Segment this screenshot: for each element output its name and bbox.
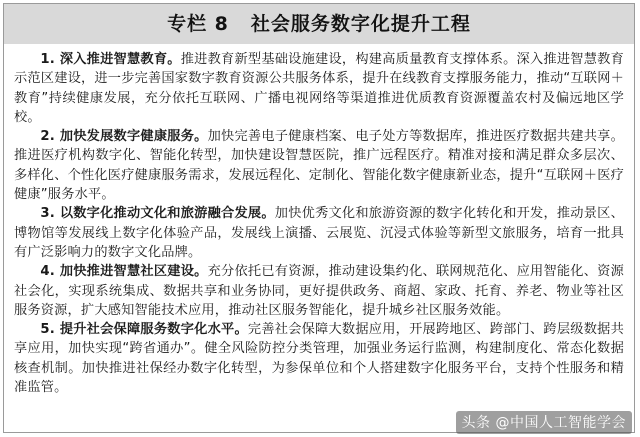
column-header <box>4 4 634 44</box>
paragraph-5 <box>14 320 624 397</box>
paragraph-4 <box>14 262 624 320</box>
paragraph-2-lead: 2. 加快发展数字健康服务。 <box>40 129 208 145</box>
paragraph-1-lead: 1. 深入推进智慧教育。 <box>40 52 181 67</box>
paragraph-2 <box>14 127 624 204</box>
column-box <box>3 3 635 433</box>
column-content <box>4 44 634 397</box>
paragraph-1-body: 推进教育新型基础设施建设，构建高质量教育支撑体系。深入推进智慧教育示范区建设，进一步完善国家数字教育资源公共服务体系，提升在线教育支撑服务能力，推动“互联网＋教育”持续健康发展，充分依托互联网、广播电视网络等渠道推进优质教育资源覆盖农村及偏远地区学校。 <box>14 52 624 125</box>
column-number: 专栏 8 <box>167 13 229 35</box>
paragraph-2-body: 加快完善电子健康档案、电子处方等数据库，推进医疗数据共建共享。推进医疗机构数字化、智能化转型，加快建设智慧医院，推广远程医疗。精准对接和满足群众多层次、多样化、个性化医疗健康服务需求，发展远程化、定制化、智能化数字健康新业态，提升“互联网＋医疗健康”服务水平。 <box>14 129 624 203</box>
column-title: 社会服务数字化提升工程 <box>250 13 471 35</box>
paragraph-4-body: 充分依托已有资源，推动建设集约化、联网规范化、应用智能化、资源社会化，实现系统集成、数据共享和业务协同，更好提供政务、商超、家政、托育、养老、物业等社区服务资源，扩大感知智能技术应用，推动社区服务智能化，提升城乡社区服务效能。 <box>14 264 624 318</box>
source-watermark: 头条 @中国人工智能学会 <box>456 411 632 434</box>
paragraph-3 <box>14 204 624 262</box>
paragraph-3-body: 加快优秀文化和旅游资源的数字化转化和开发，推动景区、博物馆等发展线上数字化体验产品，发展线上演播、云展览、沉浸式体验等新型文旅服务，培育一批具有广泛影响力的数字文化品牌。 <box>14 206 625 260</box>
paragraph-4-lead: 4. 加快推进智慧社区建设。 <box>40 264 208 280</box>
paragraph-5-lead: 5. 提升社会保障服务数字化水平。 <box>40 322 248 338</box>
paragraph-1 <box>14 50 624 127</box>
paragraph-5-body: 完善社会保障大数据应用，开展跨地区、跨部门、跨层级数据共享应用，加快实现“跨省通办”。健全风险防控分类管理，加强业务运行监测，构建制度化、常态化数据核查机制。加快推进社保经办数字化转型，为参保单位和个人搭建数字化服务平台，支持个性服务和精准监管。 <box>14 322 624 396</box>
paragraph-3-lead: 3. 以数字化推动文化和旅游融合发展。 <box>40 206 275 222</box>
